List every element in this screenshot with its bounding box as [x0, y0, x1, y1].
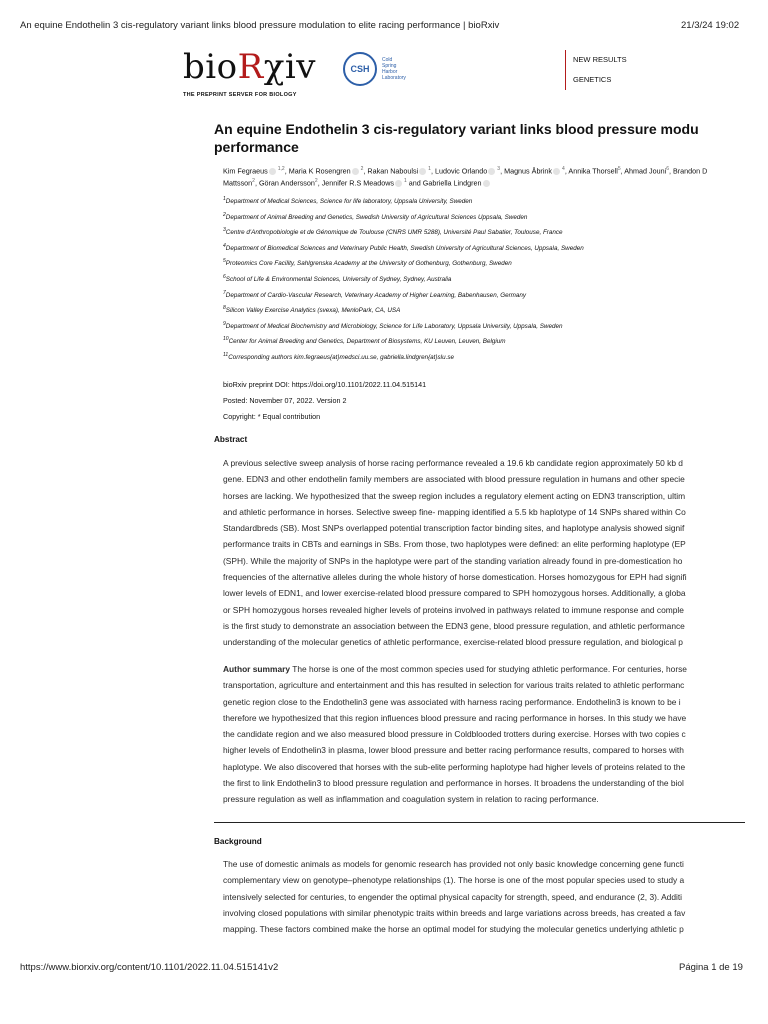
section-divider [214, 822, 745, 823]
author-link[interactable]: and Gabriella Lindgren [408, 178, 482, 188]
tag-genetics[interactable]: GENETICS [573, 75, 612, 84]
affiliation: $^4$Department of Biomedical Sciences and Veterinary Public Health, Swedish University of Agricultural Sciences, Uppsala, Sweden [223, 242, 584, 252]
affiliation: $^5$Proteomics Core Facility, Sahlgrenska Academy at the University of Gothenburg, Gothenburg, Sweden [223, 258, 512, 268]
abstract-line: understanding of the molecular genetics of athletic performance, exercise-related blood pressure regulation, and biological p [223, 637, 683, 648]
summary-line: pressure regulation as well as inflammation and coagulation system in relation to racing performance. [223, 794, 599, 805]
summary-line: therefore we hypothesized that this region influences blood pressure and racing performance in horses. In this study we have [223, 712, 687, 723]
abstract-line: horses are lacking. We hypothesized that the sweep region includes a regulatory element acting on EDN3 transcription, ultim [223, 490, 686, 501]
affiliation: $^2$Department of Animal Breeding and Genetics, Swedish University of Agricultural Sciences Uppsala, Sweden [223, 211, 528, 221]
abstract-line: performance traits in CBTs and earnings in SBs. From those, two haplotypes were defined: an elite performing haplotype (EP [223, 539, 686, 550]
background-line: complementary view on genotype–phenotype relationships (1). The horse is one of the most popular species used to study a [223, 875, 685, 886]
affiliation: $^1$Department of Medical Sciences, Science for life laboratory, Uppsala University, Sweden [223, 196, 473, 206]
orcid-icon[interactable] [269, 168, 276, 175]
copyright-line: Copyright: * Equal contribution [223, 412, 321, 421]
author-link[interactable]: Ahmad Jouni [624, 166, 667, 176]
orcid-icon[interactable] [395, 180, 402, 187]
logo-text: bio [183, 47, 238, 87]
tag-new-results[interactable]: NEW RESULTS [573, 55, 627, 64]
author-link[interactable]: Magnus Åbrink [504, 166, 553, 176]
affiliation: $^7$Department of Cardio-Vascular Research, Veterinary Academy of Higher Learning, Babenhausen, Germany [223, 289, 527, 299]
background-line: mapping. These factors combined make the horse an optimal model for studying the molecular genetics underlying athletic p [223, 924, 684, 935]
orcid-icon[interactable] [488, 168, 495, 175]
print-header-datetime: 21/3/24 19:02 [681, 20, 740, 31]
abstract-line: A previous selective sweep analysis of horse racing performance revealed a 19.6 kb candidate region approximately 50 kb d [223, 458, 683, 468]
csh-mark: CSH [343, 52, 377, 86]
csh-name: Cold Spring Harbor Laboratory [382, 57, 406, 81]
author-link[interactable]: Kim Fegraeus [223, 166, 268, 176]
author-link[interactable]: Mattsson [223, 178, 253, 188]
print-footer-url: https://www.biorxiv.org/content/10.1101/2022.11.04.515141v2 [20, 962, 279, 973]
affiliation: $^{11}$Corresponding authors kim.fegraeus{at}medsci.uu.se, gabriella.lindgren{at}slu.se [223, 352, 454, 362]
background-body [223, 856, 745, 937]
article-title: An equine Endothelin 3 cis-regulatory variant links blood pressure modu performance [214, 121, 699, 155]
abstract-line: and athletic performance in horses. Selective sweep fine- mapping identified a 5.5 kb haplotype of 14 SNPs shared within Co [223, 506, 686, 517]
posted-date: Posted: November 07, 2022. Version 2 [223, 396, 347, 405]
print-footer-page: Página 1 de 19 [679, 962, 743, 973]
abstract-line: frequencies of the alternative alleles during the whole history of horse domestication. Horses homozygous for EPH had signifi [223, 572, 687, 583]
doi-line[interactable]: bioRxiv preprint DOI: https://doi.org/10.1101/2022.11.04.515141 [223, 380, 427, 389]
affiliation: $^9$Department of Medical Biochemistry and Microbiology, Science for Life Laboratory, Uppsala University, Uppsala, Sweden [223, 320, 563, 330]
author-link[interactable]: Maria K Rosengren [288, 166, 351, 176]
logo-chi: χiv [263, 47, 316, 87]
author-link[interactable]: Göran Andersson [258, 178, 315, 188]
orcid-icon[interactable] [553, 168, 560, 175]
orcid-icon[interactable] [419, 168, 426, 175]
abstract-line: lower levels of EDN1, and lower exercise-related blood pressure compared to SPH homozygous horses. Additionally, a globa [223, 588, 686, 599]
summary-line: haplotype. We also discovered that horses with the sub-elite performing haplotype had higher levels of proteins related to the [223, 761, 686, 772]
affiliation: $^{10}$Center for Animal Breeding and Genetics, Department of Biosystems, KU Leuven, Leuven, Belgium [223, 336, 506, 346]
background-line: involving closed populations with similar phenotypic traits within breeds and large variations across breeds, has created a fav [223, 907, 686, 918]
author-summary: Author summary The horse is one of the most common species used for studying athletic performance. For centuries, horse transportation, agriculture and entertainment and this has resulted in selection for various traits related to athletic performanc genetic region close to the Endothelin3 gene was associated with harness racing performance. Endothelin3 is known to be i therefore we hypothesized that this region influences blood pressure and racing performance in horses. In this study we have the candidate region and we also measured blood pressure in Coldblooded trotters during exercise. Horses with two copies c higher levels of Endothelin3 in plasma, lower blood pressure and better racing performance results, compared to horses with haplotype. We also discovered that horses with the sub-elite performing haplotype had higher levels of proteins related to the the first to link Endothelin3 to blood pressure regulation and performance in horses. It broadens the understanding of the biol pressure regulation as well as inflammation and coagulation system in relation to racing performance. [223, 661, 745, 808]
print-header-title: An equine Endothelin 3 cis-regulatory variant links blood pressure modulation to elite racing performance | bioRxiv [20, 20, 500, 31]
abstract-line: gene. EDN3 and other endothelin family members are associated with blood pressure regulation in humans and other specie [223, 474, 685, 485]
abstract-body [223, 455, 745, 651]
abstract-line: is the first study to demonstrate an association between the EDN3 gene, blood pressure regulation, and athletic performance [223, 620, 685, 631]
affiliation: $^8$Silicon Valley Exercise Analytics (svexa), MenloPark, CA, USA [223, 305, 401, 315]
affiliation: $^3$Centre d'Anthropobiologie et de Génomique de Toulouse (CNRS UMR 5288), Université Paul Sabatier, Toulouse, France [223, 227, 563, 237]
abstract-line: Standardbreds (SB). Most SNPs overlapped potential transcription factor binding sites, and haplotype analysis showed signif [223, 523, 685, 534]
abstract-line: (SPH). While the majority of SNPs in the haplotype were part of the standing variation already found in pre-domestication ho [223, 555, 683, 566]
logo-r: R [237, 47, 264, 87]
author-link[interactable]: Ludovic Orlando [434, 166, 488, 176]
abstract-heading: Abstract [214, 435, 248, 444]
author-link[interactable]: Rakan Naboulsi [367, 166, 419, 176]
orcid-icon[interactable] [483, 180, 490, 187]
background-line: intensively selected for centuries, to engender the optimal physical capacity for strength, speed, and endurance (2, 3). Additi [223, 891, 683, 902]
abstract-line: or SPH homozygous horses revealed higher levels of proteins involved in pathways related to immune response and comple [223, 604, 684, 615]
summary-line: transportation, agriculture and entertainment and this has resulted in selection for various traits related to athletic performanc [223, 680, 685, 691]
author-link[interactable]: Brandon D [672, 166, 708, 176]
author-link[interactable]: Jennifer R.S Meadows [321, 178, 394, 188]
summary-line: genetic region close to the Endothelin3 gene was associated with harness racing performance. Endothelin3 is known to be i [223, 696, 681, 707]
background-line: The use of domestic animals as models for genomic research has provided not only basic knowledge concerning gene functi [223, 859, 684, 869]
background-heading: Background [214, 837, 262, 846]
orcid-icon[interactable] [352, 168, 359, 175]
summary-line: the candidate region and we also measured blood pressure in Coldblooded trotters during exercise. Horses with two copies c [223, 729, 686, 740]
author-link[interactable]: Annika Thorsell [568, 166, 618, 176]
affiliation: $^6$School of Life & Environmental Sciences, University of Sydney, Sydney, Australia [223, 274, 452, 284]
logo-tagline: THE PREPRINT SERVER FOR BIOLOGY [183, 92, 297, 98]
author-list: Kim Fegraeus $^{1,2}$, Maria K Rosengren $^2$, Rakan Naboulsi $^1$, Ludovic Orlando $^3$, Magnus Åbrink $^4$, Annika Thorsell$^5$, Ahmad Jouni$^6$, Brandon D Mattsson$^2$, Göran Andersson$^2$, Jennifer R.S Meadows $^1$ and Gabriella Lindgren [223, 166, 708, 188]
author-summary-heading: Author summary [223, 664, 291, 674]
summary-line: higher levels of Endothelin3 in plasma, lower blood pressure and better racing performance results, compared to horses with [223, 745, 684, 756]
summary-line: the first to link Endothelin3 to blood pressure regulation and performance in horses. It broadens the understanding of the biol [223, 778, 684, 789]
